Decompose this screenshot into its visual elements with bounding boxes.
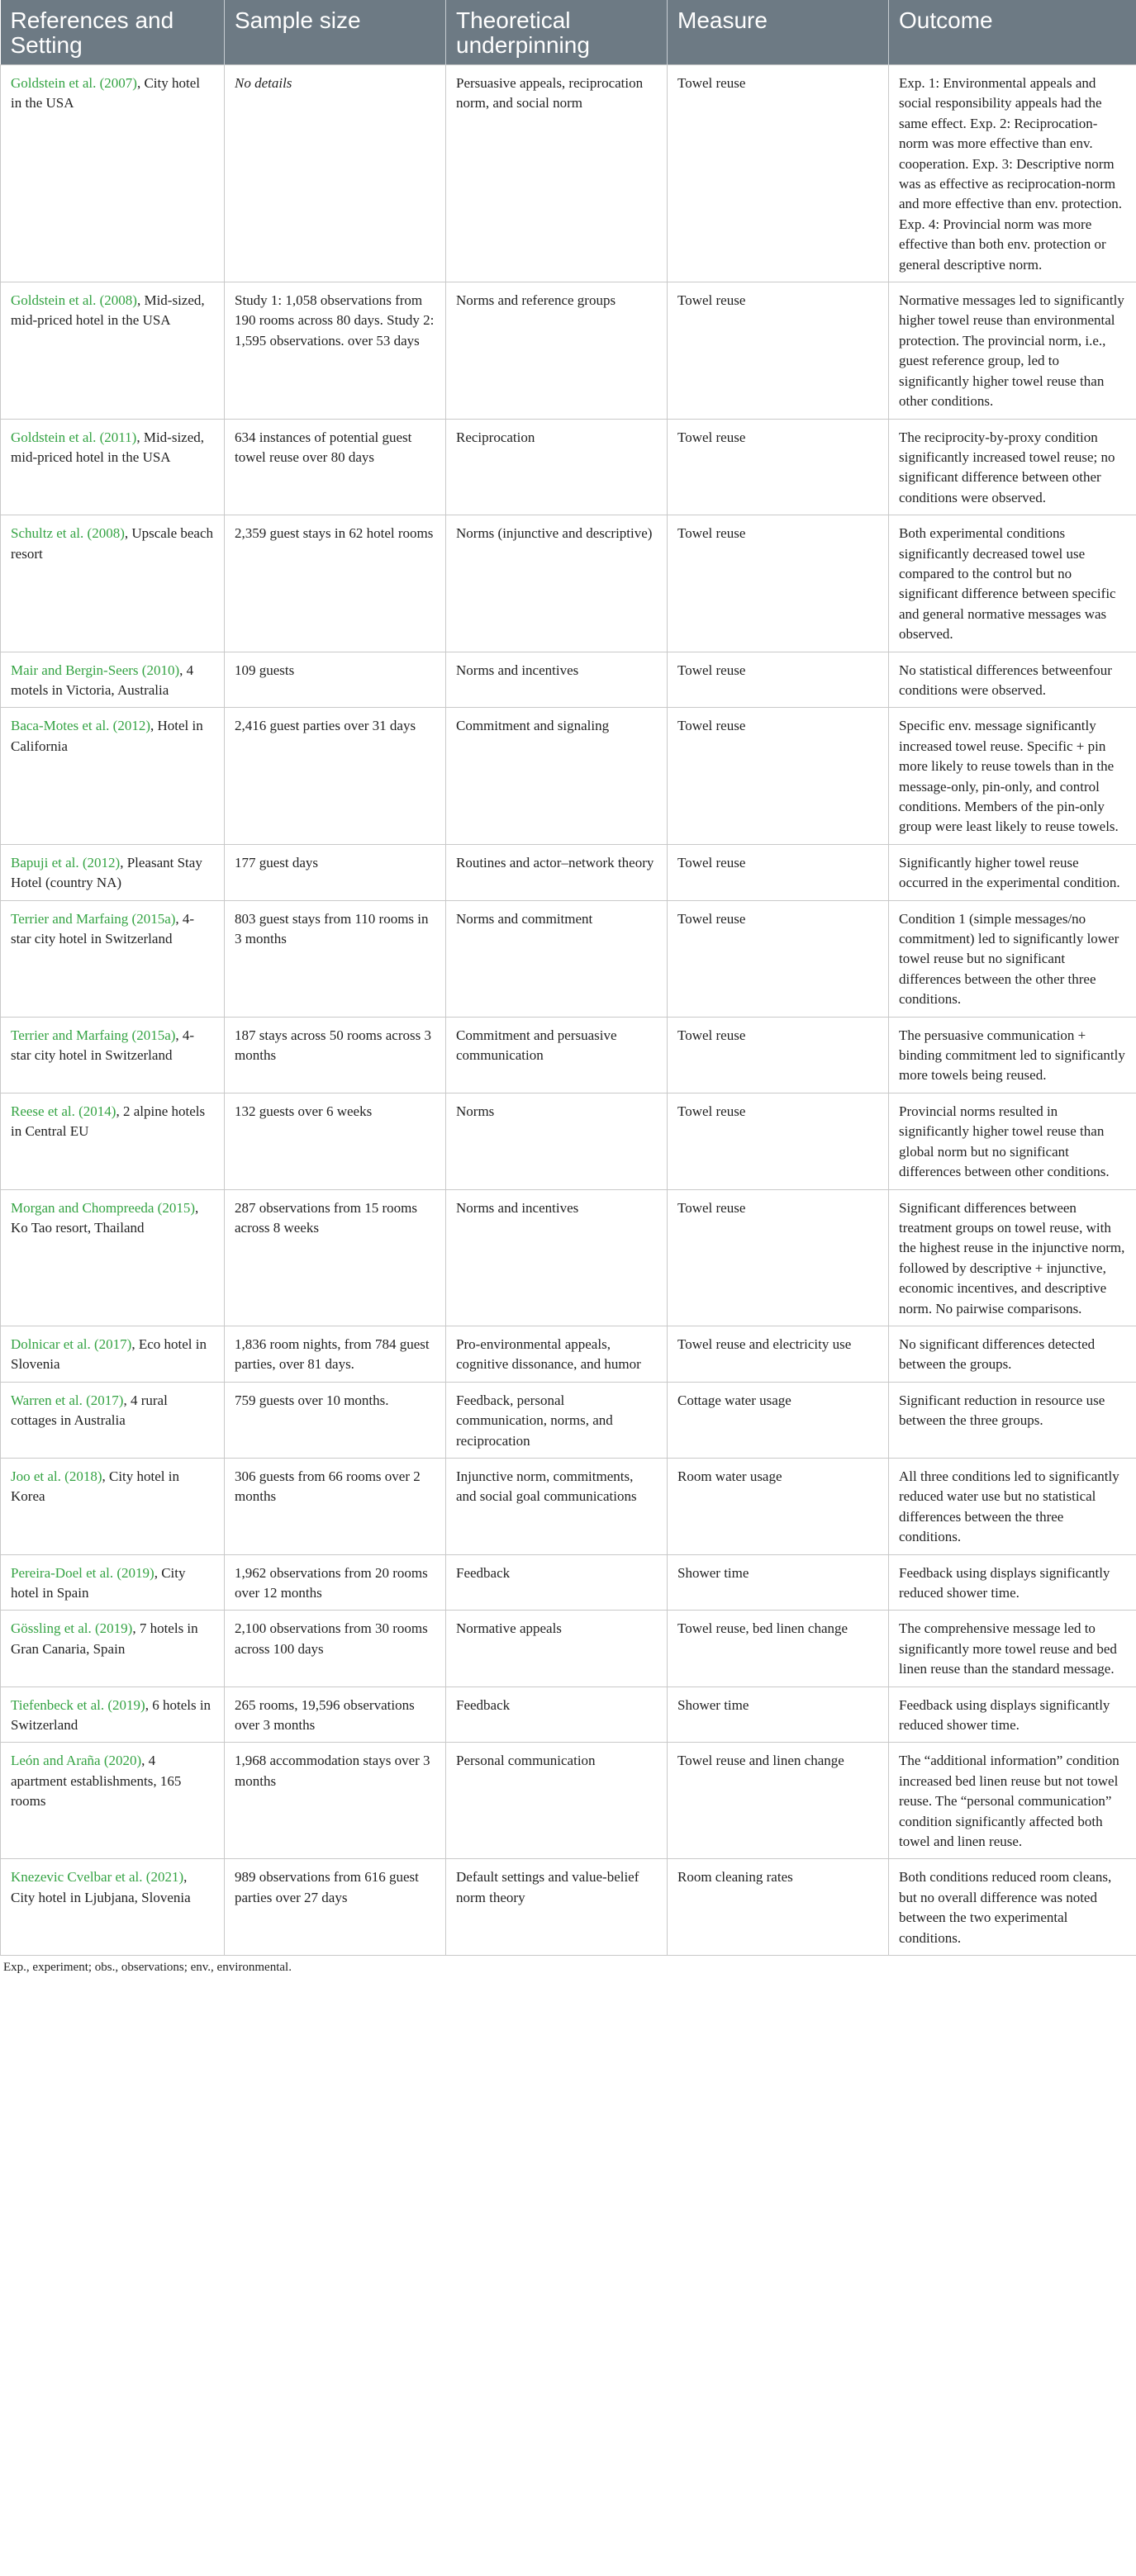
table-row [1, 1093, 1136, 1189]
cell-sample-size: 759 guests over 10 months. [225, 1382, 446, 1458]
cell-reference [1, 1554, 225, 1611]
cell-sample-size: 2,416 guest parties over 31 days [225, 708, 446, 844]
setting-text: , City hotel in Spain [11, 1564, 186, 1601]
cell-measure: Room cleaning rates [668, 1859, 889, 1956]
cell-theoretical-underpinning: Feedback [446, 1554, 668, 1611]
header-outcome: Outcome [889, 0, 1136, 65]
table-row [1, 708, 1136, 844]
setting-text: , City hotel in Korea [11, 1468, 179, 1505]
table-row [1, 1686, 1136, 1743]
table-footnote: Exp., experiment; obs., observations; env., environmental. [3, 1961, 292, 1975]
citation-link[interactable]: Baca-Motes et al. (2012) [11, 718, 150, 734]
setting-text: , City hotel in the USA [11, 75, 200, 111]
cell-sample-size: 803 guest stays from 110 rooms in 3 months [225, 900, 446, 1017]
cell-theoretical-underpinning: Commitment and signaling [446, 708, 668, 844]
cell-sample-size: 132 guests over 6 weeks [225, 1093, 446, 1189]
table-row [1, 515, 1136, 652]
cell-outcome: No significant differences detected between the groups. [889, 1326, 1136, 1382]
cell-measure: Towel reuse [668, 1017, 889, 1093]
cell-reference [1, 900, 225, 1017]
cell-sample-size: 1,962 observations from 20 rooms over 12 months [225, 1554, 446, 1611]
cell-measure: Towel reuse [668, 65, 889, 282]
setting-text: , 4 motels in Victoria, Australia [11, 662, 194, 698]
cell-measure: Towel reuse [668, 419, 889, 515]
cell-sample-size: 287 observations from 15 rooms across 8 weeks [225, 1189, 446, 1326]
setting-text: , Upscale beach resort [11, 525, 213, 562]
table-row [1, 1458, 1136, 1554]
cell-reference [1, 1743, 225, 1859]
cell-theoretical-underpinning: Feedback [446, 1686, 668, 1743]
cell-reference [1, 1686, 225, 1743]
cell-outcome: Significantly higher towel reuse occurred in the experimental condition. [889, 844, 1136, 900]
setting-text: , Mid-sized, mid-priced hotel in the USA [11, 292, 205, 329]
setting-text: , City hotel in Ljubjana, Slovenia [11, 1869, 191, 1905]
table-row [1, 65, 1136, 282]
cell-sample-size: 265 rooms, 19,596 observations over 3 months [225, 1686, 446, 1743]
cell-theoretical-underpinning: Norms (injunctive and descriptive) [446, 515, 668, 652]
cell-measure: Towel reuse [668, 708, 889, 844]
cell-theoretical-underpinning: Injunctive norm, commitments, and social goal communications [446, 1458, 668, 1554]
cell-outcome: Exp. 1: Environmental appeals and social responsibility appeals had the same effect. Exp. 2: Reciprocation-norm was more effective than env. cooperation. Exp. 3: Descriptive norm was as effective as reciprocation-norm and more effective than env. protection. Exp. 4: Provincial norm was more effective than both env. protection or general descriptive norm. [889, 65, 1136, 282]
cell-outcome: Significant reduction in resource use between the three groups. [889, 1382, 1136, 1458]
table-row [1, 1743, 1136, 1859]
cell-reference [1, 1458, 225, 1554]
table-row [1, 1017, 1136, 1093]
table-row [1, 1189, 1136, 1326]
cell-outcome: The “additional information” condition increased bed linen reuse but not towel reuse. The “personal communication” condition significantly affected both towel and linen reuse. [889, 1743, 1136, 1859]
cell-outcome: Significant differences between treatment groups on towel reuse, with the highest reuse in the injunctive norm, followed by descriptive + injunctive, economic incentives, and descriptive norm. No pairwise comparisons. [889, 1189, 1136, 1326]
cell-sample-size: 2,359 guest stays in 62 hotel rooms [225, 515, 446, 652]
citation-link[interactable]: Dolnicar et al. (2017) [11, 1335, 132, 1352]
cell-measure: Towel reuse [668, 652, 889, 708]
citation-link[interactable]: Gössling et al. (2019) [11, 1620, 133, 1637]
cell-sample-size: Study 1: 1,058 observations from 190 rooms across 80 days. Study 2: 1,595 observations. over 53 days [225, 282, 446, 419]
cell-theoretical-underpinning: Feedback, personal communication, norms, and reciprocation [446, 1382, 668, 1458]
cell-theoretical-underpinning: Norms [446, 1093, 668, 1189]
cell-reference [1, 1611, 225, 1686]
cell-measure: Towel reuse [668, 515, 889, 652]
cell-measure: Room water usage [668, 1458, 889, 1554]
cell-theoretical-underpinning: Normative appeals [446, 1611, 668, 1686]
setting-text: , Hotel in California [11, 718, 203, 754]
setting-text: , 4-star city hotel in Switzerland [11, 1027, 195, 1064]
cell-reference [1, 419, 225, 515]
setting-text: , Pleasant Stay Hotel (country NA) [11, 854, 202, 891]
cell-outcome: The comprehensive message led to significantly more towel reuse and bed linen reuse than the standard message. [889, 1611, 1136, 1686]
cell-outcome: Both experimental conditions significantly decreased towel use compared to the control but no significant difference between specific and general normative messages was observed. [889, 515, 1136, 652]
cell-outcome: No statistical differences betweenfour conditions were observed. [889, 652, 1136, 708]
cell-theoretical-underpinning: Persuasive appeals, reciprocation norm, and social norm [446, 65, 668, 282]
citation-link[interactable]: Morgan and Chompreeda (2015) [11, 1199, 195, 1216]
cell-outcome: Normative messages led to significantly higher towel reuse than environmental protection. The provincial norm, i.e., guest reference group, led to significantly higher towel reuse than other conditions. [889, 282, 1136, 419]
citation-link[interactable]: Goldstein et al. (2011) [11, 429, 137, 445]
cell-reference [1, 1017, 225, 1093]
cell-reference [1, 1859, 225, 1956]
cell-outcome: Feedback using displays significantly reduced shower time. [889, 1686, 1136, 1743]
cell-reference [1, 1382, 225, 1458]
cell-theoretical-underpinning: Default settings and value-belief norm theory [446, 1859, 668, 1956]
cell-outcome: The reciprocity-by-proxy condition significantly increased towel reuse; no significant difference between other conditions were observed. [889, 419, 1136, 515]
cell-outcome: Both conditions reduced room cleans, but no overall difference was noted between the two experimental conditions. [889, 1859, 1136, 1956]
citation-link[interactable]: Reese et al. (2014) [11, 1103, 116, 1119]
cell-measure: Towel reuse, bed linen change [668, 1611, 889, 1686]
cell-theoretical-underpinning: Norms and incentives [446, 1189, 668, 1326]
table-row [1, 282, 1136, 419]
cell-measure: Towel reuse [668, 1189, 889, 1326]
table-row [1, 652, 1136, 708]
cell-theoretical-underpinning: Pro-environmental appeals, cognitive dissonance, and humor [446, 1326, 668, 1382]
cell-reference [1, 1326, 225, 1382]
setting-text: , Eco hotel in Slovenia [11, 1335, 207, 1373]
citation-link[interactable]: Joo et al. (2018) [11, 1468, 102, 1484]
cell-measure: Towel reuse [668, 844, 889, 900]
header-row [1, 0, 1136, 65]
table-row [1, 419, 1136, 515]
citation-link[interactable]: Warren et al. (2017) [11, 1392, 124, 1408]
cell-reference [1, 1093, 225, 1189]
citation-link[interactable]: León and Araña (2020) [11, 1753, 142, 1769]
cell-theoretical-underpinning: Norms and reference groups [446, 282, 668, 419]
cell-sample-size: 177 guest days [225, 844, 446, 900]
citation-link[interactable]: Mair and Bergin-Seers (2010) [11, 662, 180, 678]
cell-theoretical-underpinning: Commitment and persuasive communication [446, 1017, 668, 1093]
setting-text: , 6 hotels in Switzerland [11, 1696, 212, 1734]
cell-reference [1, 282, 225, 419]
citation-link[interactable]: Bapuji et al. (2012) [11, 854, 121, 871]
citation-link[interactable]: Goldstein et al. (2007) [11, 75, 137, 91]
cell-reference [1, 708, 225, 844]
table-row [1, 1382, 1136, 1458]
cell-sample-size: 109 guests [225, 652, 446, 708]
header-theoretical-underpinning: Theoretical underpinning [446, 0, 668, 65]
cell-measure: Towel reuse and linen change [668, 1743, 889, 1859]
citation-link[interactable]: Terrier and Marfaing (2015a) [11, 910, 176, 927]
cell-sample-size: 187 stays across 50 rooms across 3 months [225, 1017, 446, 1093]
cell-measure: Towel reuse and electricity use [668, 1326, 889, 1382]
cell-outcome: All three conditions led to significantly reduced water use but no statistical differences between the three conditions. [889, 1458, 1136, 1554]
setting-text: , 2 alpine hotels in Central EU [11, 1103, 206, 1140]
cell-sample-size: 1,836 room nights, from 784 guest parties, over 81 days. [225, 1326, 446, 1382]
cell-measure: Towel reuse [668, 1093, 889, 1189]
cell-theoretical-underpinning: Norms and commitment [446, 900, 668, 1017]
cell-sample-size: 1,968 accommodation stays over 3 months [225, 1743, 446, 1859]
cell-outcome: Provincial norms resulted in significantly higher towel reuse than global norm but no significant differences between other conditions. [889, 1093, 1136, 1189]
cell-outcome: The persuasive communication + binding commitment led to significantly more towels being reused. [889, 1017, 1136, 1093]
citation-link[interactable]: Pereira-Doel et al. (2019) [11, 1564, 154, 1581]
setting-text: , Ko Tao resort, Thailand [11, 1199, 199, 1236]
cell-theoretical-underpinning: Reciprocation [446, 419, 668, 515]
table-row [1, 1611, 1136, 1686]
cell-reference [1, 65, 225, 282]
setting-text: , 7 hotels in Gran Canaria, Spain [11, 1620, 198, 1657]
citation-link[interactable]: Knezevic Cvelbar et al. (2021) [11, 1869, 184, 1886]
cell-measure: Towel reuse [668, 900, 889, 1017]
cell-reference [1, 515, 225, 652]
table-row [1, 1554, 1136, 1611]
table-header [1, 0, 1136, 65]
cell-sample-size: 989 observations from 616 guest parties over 27 days [225, 1859, 446, 1956]
cell-sample-size: 634 instances of potential guest towel reuse over 80 days [225, 419, 446, 515]
header-sample-size: Sample size [225, 0, 446, 65]
cell-theoretical-underpinning: Personal communication [446, 1743, 668, 1859]
table-row [1, 1326, 1136, 1382]
table-row [1, 900, 1136, 1017]
cell-measure: Shower time [668, 1554, 889, 1611]
cell-theoretical-underpinning: Routines and actor–network theory [446, 844, 668, 900]
cell-measure: Towel reuse [668, 282, 889, 419]
setting-text: , Mid-sized, mid-priced hotel in the USA [11, 429, 205, 465]
cell-theoretical-underpinning: Norms and incentives [446, 652, 668, 708]
cell-reference [1, 652, 225, 708]
cell-measure: Shower time [668, 1686, 889, 1743]
citation-link[interactable]: Tiefenbeck et al. (2019) [11, 1696, 145, 1713]
setting-text: , 4-star city hotel in Switzerland [11, 910, 195, 947]
setting-text: , 4 apartment establishments, 165 rooms [11, 1753, 182, 1810]
citation-link[interactable]: Schultz et al. (2008) [11, 525, 125, 542]
table-body [1, 65, 1136, 1956]
cell-outcome: Specific env. message significantly increased towel reuse. Specific + pin more likely to reuse towels than in the message-only, pin-only, and control conditions. Members of the pin-only group were least likely to reuse towels. [889, 708, 1136, 844]
header-measure: Measure [668, 0, 889, 65]
cell-measure: Cottage water usage [668, 1382, 889, 1458]
table-row [1, 844, 1136, 900]
cell-sample-size: 2,100 observations from 30 rooms across 100 days [225, 1611, 446, 1686]
citation-link[interactable]: Terrier and Marfaing (2015a) [11, 1027, 176, 1043]
cell-outcome: Condition 1 (simple messages/no commitment) led to significantly lower towel reuse but no significant differences between the other three conditions. [889, 900, 1136, 1017]
header-references: References and Setting [1, 0, 225, 65]
setting-text: , 4 rural cottages in Australia [11, 1392, 168, 1429]
cell-reference [1, 1189, 225, 1326]
cell-reference [1, 844, 225, 900]
citation-link[interactable]: Goldstein et al. (2008) [11, 292, 137, 309]
cell-outcome: Feedback using displays significantly reduced shower time. [889, 1554, 1136, 1611]
cell-sample-size: No details [225, 65, 446, 282]
cell-sample-size: 306 guests from 66 rooms over 2 months [225, 1458, 446, 1554]
table-row [1, 1859, 1136, 1956]
